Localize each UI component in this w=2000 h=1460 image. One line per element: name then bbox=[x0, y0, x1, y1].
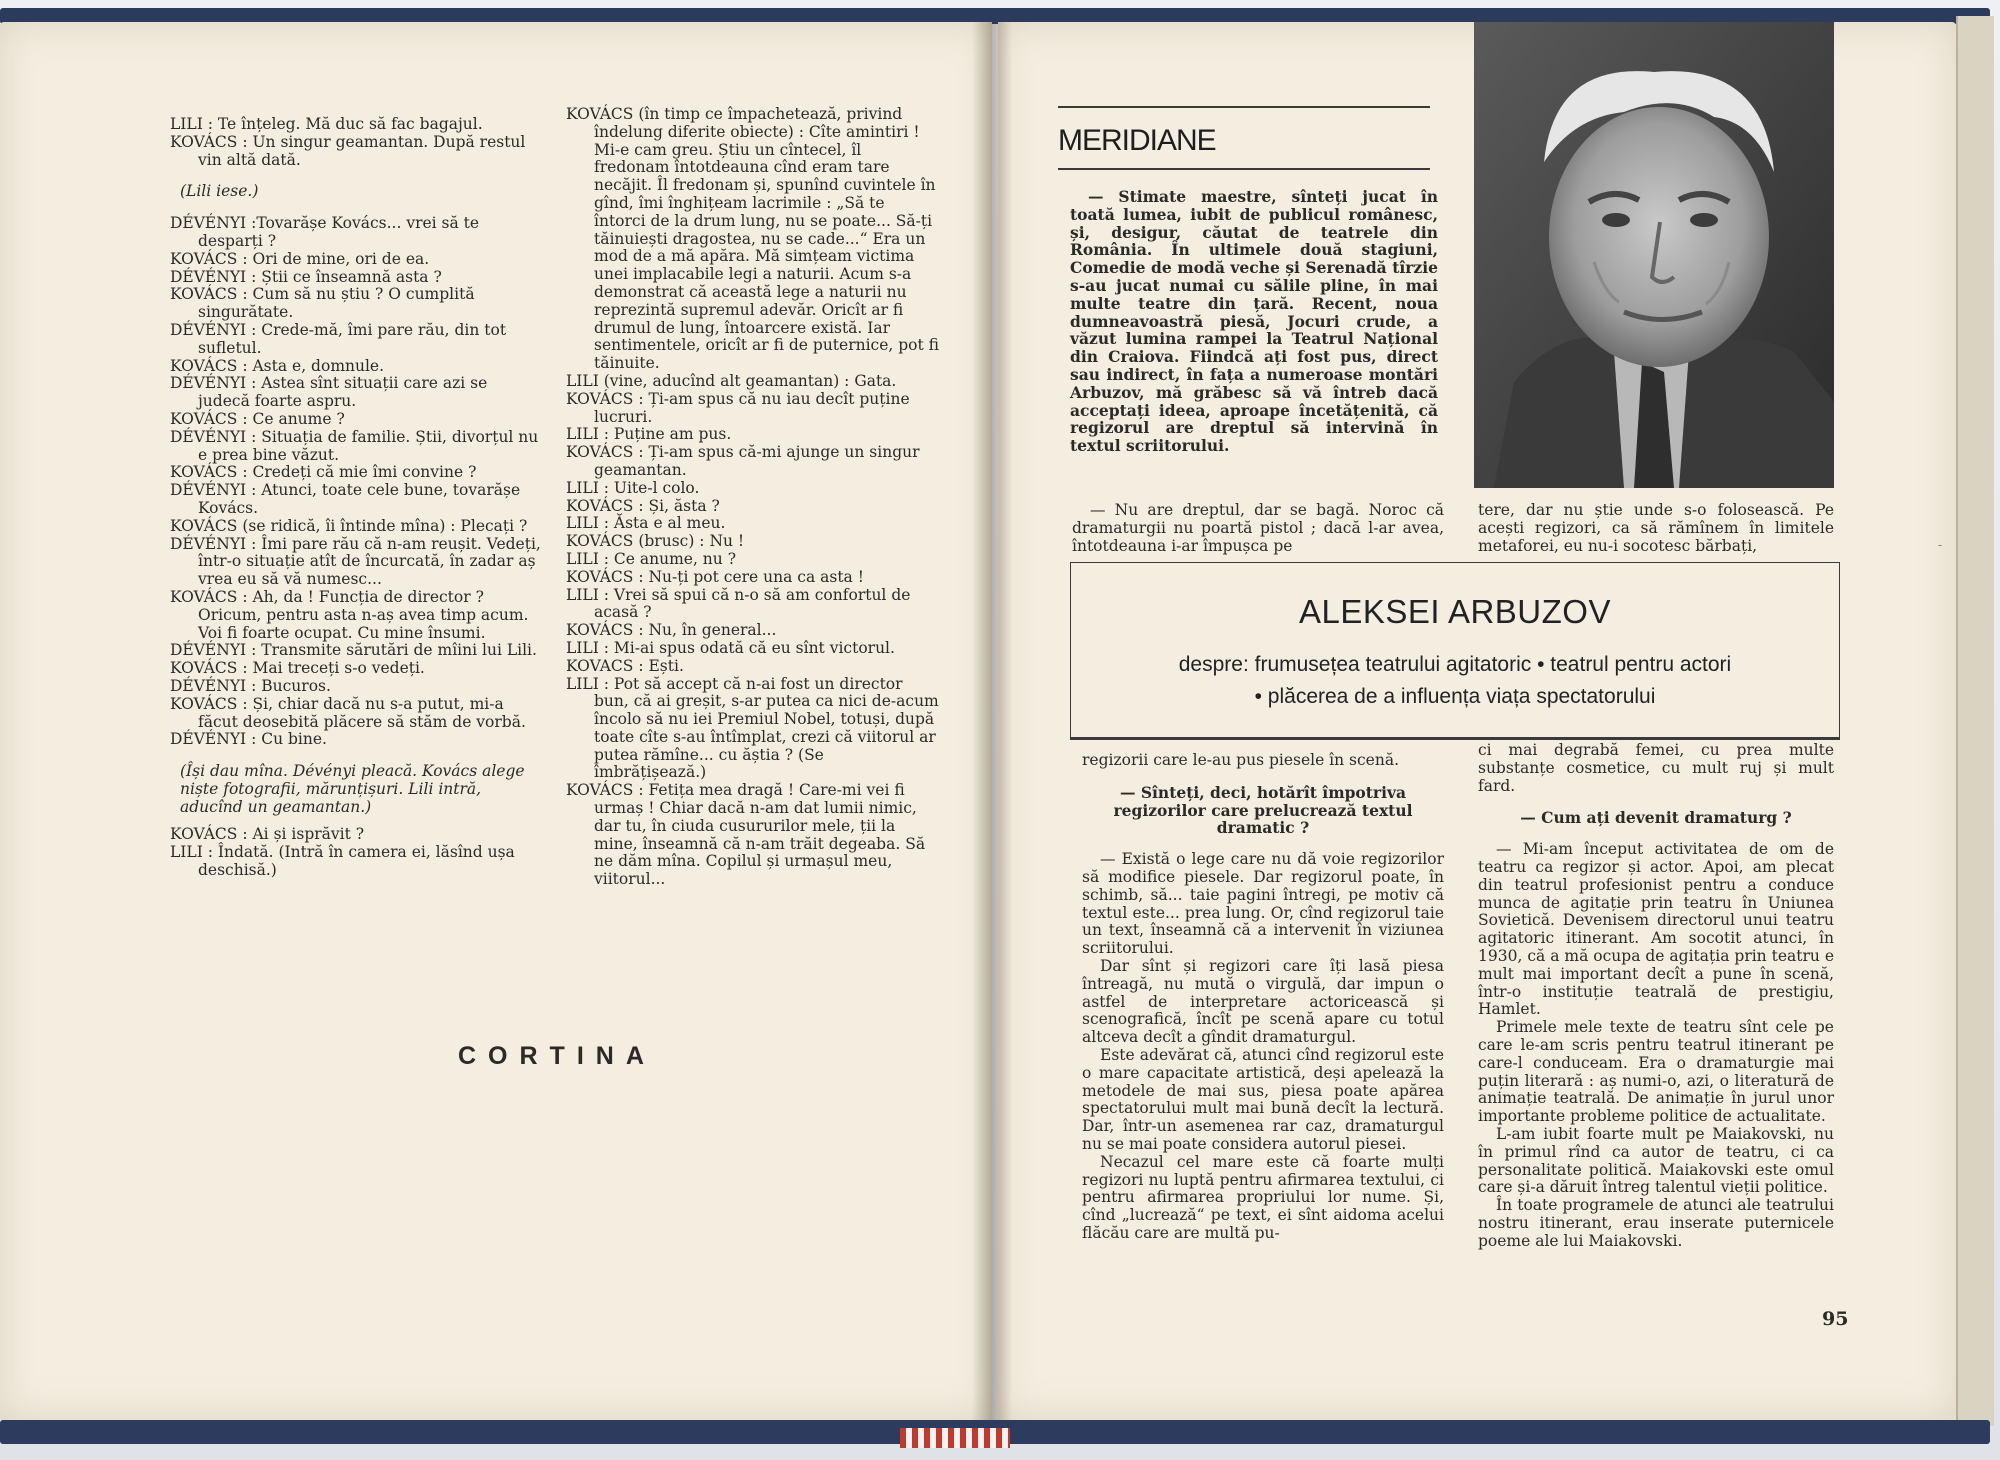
interview-title: ALEKSEI ARBUZOV bbox=[1299, 593, 1611, 630]
portrait-illustration bbox=[1474, 22, 1834, 488]
interview-paragraph: — Există o lege care nu dă voie regizorilor să modifice piesele. Dar regizorul poate, în schimb, să... taie pagini întregi, pe motiv că textul este... prea lung. Or, cînd regizorul taie un text, înseamnă că a intervenit în viziunea scriitorului. bbox=[1082, 850, 1444, 958]
dialogue-line: KOVÁCS : Nu-ți pot cere una ca asta ! bbox=[566, 567, 864, 586]
dialogue-line: LILI : Mi-ai spus odată că eu sînt victorul. bbox=[566, 638, 895, 657]
dialogue-line: LILI : Te înțeleg. Mă duc să fac bagajul. bbox=[170, 115, 483, 133]
stage-direction: (Își dau mîna. Dévényi pleacă. Kovács alege niște fotografii, mărunțișuri. Lili intră, aducînd un geamantan.) bbox=[180, 762, 525, 816]
page-number: 95 bbox=[1822, 1308, 1849, 1330]
interview-paragraph: În toate programele de atunci ale teatrului nostru itinerant, erau inserate puternicele poeme ale lui Maiakovski. bbox=[1478, 1196, 1834, 1250]
dialogue-line: KOVÁCS : Un singur geamantan. După restul vin altă dată. bbox=[170, 132, 526, 169]
interview-paragraph: Dar sînt și regizori care îți lasă piesa întreagă, nu mută o virgulă, dar impun o astfel de interpretare actoricească și scenografică, încît pe scenă apare cu totul altceva decît a gîndit dramaturgul. bbox=[1082, 956, 1444, 1047]
dialogue-line: LILI : Ce anume, nu ? bbox=[566, 549, 737, 568]
section-rule-top bbox=[1058, 106, 1430, 108]
dialogue-line: KOVACS : Ești. bbox=[566, 656, 684, 675]
stage-direction: (Lili iese.) bbox=[180, 182, 259, 201]
interview-column-2 bbox=[1478, 742, 1834, 1251]
dialogue-line: DÉVÉNYI : Situația de familie. Știi, divorțul nu e prea bine văzut. bbox=[170, 427, 539, 464]
dialogue-line: KOVÁCS : Ți-am spus că-mi ajunge un singur geamantan. bbox=[566, 443, 920, 479]
dialogue-line: LILI : Pot să accept că n-ai fost un director bun, că ai greșit, s-ar putea ca nici de-acum încolo să nu iei Premiul Nobel, totuși, după toate cîte s-au întîmplat, crezi că viitorul ar putea rămîne... cu ăștia ? (Se îmbrățișează.) bbox=[566, 674, 939, 782]
interview-lead bbox=[1070, 188, 1438, 455]
section-rule-bottom bbox=[1058, 168, 1430, 170]
dialogue-line: DÉVÉNYI : Atunci, toate cele bune, tovarășe Kovács. bbox=[170, 481, 521, 517]
dialogue-line: DÉVÉNYI : Cu bine. bbox=[170, 730, 327, 749]
dialogue-line: DÉVÉNYI : Bucuros. bbox=[170, 676, 331, 695]
dialogue-line: KOVÁCS : Ah, da ! Funcția de director ? Oricum, pentru asta n-aș avea timp acum. Voi fi foarte ocupat. Cu mine însumi. bbox=[170, 587, 529, 642]
dialogue-line: LILI : Puține am pus. bbox=[566, 425, 732, 444]
dialogue-line: KOVÁCS : Și, chiar dacă nu s-a putut, mi-a făcut deosebită plăcere să stăm de vorbă. bbox=[170, 694, 526, 731]
banner-underline bbox=[1070, 737, 1840, 739]
dialogue-line: KOVÁCS : Ori de mine, ori de ea. bbox=[170, 249, 430, 268]
interview-column-1 bbox=[1082, 752, 1444, 1243]
dialogue-line: DÉVÉNYI : Știi ce înseamnă asta ? bbox=[170, 267, 442, 286]
intro-column-2 bbox=[1478, 502, 1834, 555]
dialogue-line: DÉVÉNYI : Astea sînt situații care azi se judecă foarte aspru. bbox=[170, 374, 488, 411]
dialogue-line: KOVÁCS (brusc) : Nu ! bbox=[566, 532, 745, 551]
dialogue-line: KOVÁCS : Ai și isprăvit ? bbox=[170, 825, 365, 844]
play-column-1 bbox=[170, 116, 542, 880]
dialogue-line: LILI : Vrei să spui că n-o să am confortul de acasă ? bbox=[566, 585, 911, 622]
dialogue-line: KOVÁCS (se ridică, îi întinde mîna) : Plecați ? bbox=[170, 516, 528, 535]
dialogue-line: KOVÁCS : Și, ăsta ? bbox=[566, 496, 720, 515]
interview-paragraph: Necazul cel mare este că foarte mulți regizori nu luptă pentru afirmarea textului, ci pentru afirmarea propriului lor nume. Și, cînd „lucrează“ pe text, ei sînt aidoma acelui flăcău care are multă pu- bbox=[1082, 1152, 1444, 1242]
bookmark-ribbon bbox=[900, 1428, 1010, 1448]
dialogue-line: DÉVÉNYI : Îmi pare rău că n-am reușit. Vedeți, într-o situație atît de încurcată, în zadar aș vrea eu să vă numesc... bbox=[170, 534, 541, 589]
question-1: — Sînteți, deci, hotărît împotriva regizorilor care prelucrează textul dramatic ? bbox=[1113, 782, 1413, 838]
interview-topics bbox=[1091, 649, 1819, 713]
interview-paragraph: — Mi-am început activitatea de om de teatru ca regizor și actor. Apoi, am plecat din teatrul profesionist pentru a conduce munca de agitație prin teatru în Uniunea Sovietică. Devenisem directorul unui teatru agitatoric itinerant. Am socotit atunci, în 1930, că a mă ocupa de agitația prin teatru e mult mai important decît a pune în scenă, într-o instituție teatrală de prestigiu, Hamlet. bbox=[1478, 840, 1834, 1019]
dialogue-line: KOVÁCS : Ce anume ? bbox=[170, 409, 345, 428]
dialogue-line: KOVÁCS : Nu, în general... bbox=[566, 621, 777, 640]
dialogue-line: LILI : Ăsta e al meu. bbox=[566, 514, 726, 533]
dialogue-line: KOVÁCS : Ți-am spus că nu iau decît puține lucruri. bbox=[566, 389, 910, 426]
lead-paragraph: — Stimate maestre, sînteți jucat în toată lumea, iubit de publicul românesc, și, desigur, căutat de teatrele din România. În ultimele două stagiuni, Comedie de modă veche și Serenadă tîrzie s-au jucat numai cu sălile pline, în mai multe teatre din țară. Recent, noua dumneavoastră piesă, Jocuri crude, a văzut lumina rampei la Teatrul Național din Craiova. Fiindcă ați fost pus, direct sau indirect, în fața a numeroase montări Arbuzov, mă grăbesc să vă întreb dacă acceptați ideea, aproape încetățenită, că regizorul are dreptul să intervină în textul scriitorului. bbox=[1070, 187, 1438, 456]
dialogue-line: KOVÁCS : Cum să nu știu ? O cumplită singurătate. bbox=[170, 285, 475, 322]
curtain-heading: CORTINA bbox=[458, 1042, 656, 1070]
margin-mark: - bbox=[1938, 538, 1943, 552]
dialogue-line: LILI (vine, aducînd alt geamantan) : Gata. bbox=[566, 371, 897, 390]
dialogue-line: DÉVÉNYI : Transmite sărutări de mîini lui Lili. bbox=[170, 641, 537, 660]
section-title: MERIDIANE bbox=[1058, 124, 1216, 157]
book-gutter bbox=[972, 22, 1012, 1420]
dialogue-line: KOVÁCS : Mai treceți s-o vedeți. bbox=[170, 659, 425, 678]
author-portrait-photo bbox=[1474, 22, 1834, 488]
intro-text-2: tere, dar nu știe unde s-o folosească. Pe acești regizori, ca să rămînem în limitele metaforei, eu nu-i socotesc bărbați, bbox=[1478, 501, 1834, 555]
question-2: — Cum ați devenit dramaturg ? bbox=[1520, 808, 1792, 828]
dialogue-line: KOVÁCS : Fetița mea dragă ! Care-mi vei fi urmaș ! Chiar dacă n-am dat lumii nimic, dar tu, în ciuda cusururilor mele, ții la mine, înseamnă că n-am trăit degeaba. Să ne dăm mîna. Copilul și urmașul meu, viitorul... bbox=[566, 781, 926, 889]
interview-paragraph: Primele mele texte de teatru sînt cele pe care le-am scris pentru teatrul itinerant pe care-l conduceam. Era o dramaturgie mai puțin literară : aș numi-o, azi, o literatură de animație teatrală. De animație în jurul unor importante probleme politice de actualitate. bbox=[1478, 1018, 1834, 1126]
dialogue-line: DÉVÉNYI : Crede-mă, îmi pare rău, din tot sufletul. bbox=[170, 320, 507, 357]
interview-paragraph: Este adevărat că, atunci cînd regizorul este o mare capacitate artistică, deși apelează la metodele de mai sus, piesa poate apărea spectatorului mult mai bună decît la lectură. Dar, într-un asemenea rar caz, dramaturgul nu se mai poate considera autorul piesei. bbox=[1082, 1045, 1444, 1153]
interview-banner bbox=[1070, 562, 1840, 740]
topics-line-2: • plăcerea de a influența viața spectatorului bbox=[1254, 685, 1656, 708]
column-2-continuation: ci mai degrabă femei, cu prea multe substanțe cosmetice, cu mult ruj și mult fard. bbox=[1478, 741, 1834, 795]
dialogue-line: LILI : Îndată. (Intră în camera ei, lăsînd ușa deschisă.) bbox=[170, 843, 515, 880]
dialogue-line: LILI : Uite-l colo. bbox=[566, 478, 700, 497]
intro-text-1: — Nu are dreptul, dar se bagă. Noroc că dramaturgii nu poartă pistol ; dacă l-ar avea, întotdeauna i-ar împușca pe bbox=[1072, 501, 1444, 555]
play-column-2 bbox=[566, 106, 940, 889]
dialogue-line: DÉVÉNYI :Tovarășe Kovács... vrei să te desparți ? bbox=[170, 214, 480, 250]
intro-column-1 bbox=[1072, 502, 1444, 555]
dialogue-line: KOVÁCS : Credeți că mie îmi convine ? bbox=[170, 463, 477, 482]
dialogue-line: KOVÁCS : Asta e, domnule. bbox=[170, 356, 385, 375]
page-edges bbox=[1956, 16, 1994, 1426]
interview-paragraph: L-am iubit foarte mult pe Maiakovski, nu în primul rînd ca autor de teatru, ci ca personalitate politică. Maiakovski este omul care și-a dăruit întreg talentul vieții politice. bbox=[1478, 1124, 1834, 1197]
column-1-continuation: regizorii care le-au pus piesele în scenă. bbox=[1082, 751, 1400, 769]
topics-line-1: despre: frumusețea teatrului agitatoric • teatrul pentru actori bbox=[1178, 653, 1732, 676]
dialogue-line: KOVÁCS (în timp ce împachetează, privind îndelung diferite obiecte) : Cîte amintiri ! Mi-e cam greu. Știu un cîntecel, îl fredonam întotdeauna cînd eram tare necăjit. Îl fredonam și, spunînd cuvintele în gînd, îmi înghițeam lacrimile : „Să te întorci de la drum lung, nu se poate... Să-ți tăinuiești dragostea, nu se cade...“ Era un mod de a mă apăra. Mă simțeam victima unei implacabile legi a naturii. Acum s-a demonstrat că această lege a naturii nu reprezintă supremul adevăr. Oricît ar fi drumul de lung, întoarcere există. Iar sentimentele, oricît ar fi de puternice, pot fi tăinuite. bbox=[566, 105, 940, 373]
